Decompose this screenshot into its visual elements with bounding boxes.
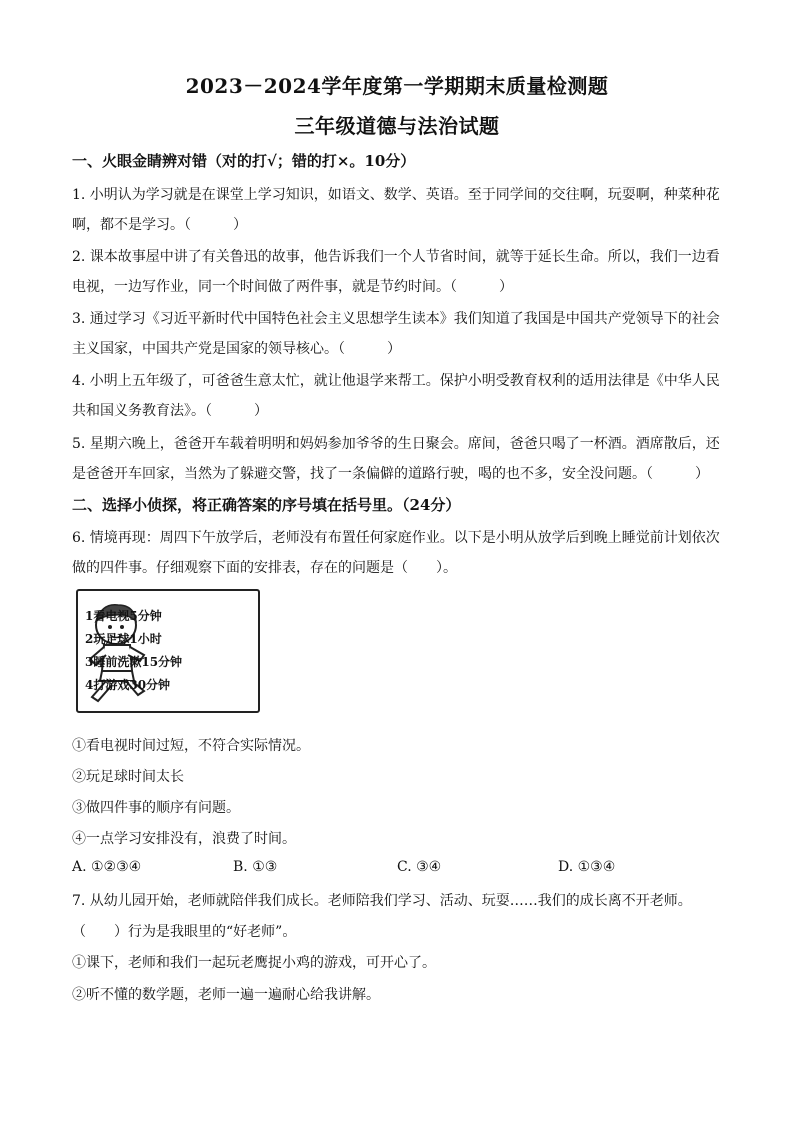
- question-6-option-d: D. ①③④: [558, 859, 616, 875]
- question-7-statement-2: ②听不懂的数学题，老师一遍一遍耐心给我讲解。: [72, 987, 380, 1003]
- question-5-line-1: 5. 星期六晚上，爸爸开车载着明明和妈妈参加爷爷的生日聚会。席间，爸爸只喝了一杯酒。酒席散后，还: [72, 436, 720, 452]
- question-2-line-1: 2. 课本故事屋中讲了有关鲁迅的故事，他告诉我们一个人节省时间，就等于延长生命。所以，我们一边看: [72, 249, 720, 265]
- question-6-statement-3: ③做四件事的顺序有问题。: [72, 800, 240, 816]
- exam-subtitle: 三年级道德与法治试题: [294, 114, 500, 138]
- question-7-line-2: （ ）行为是我眼里的“好老师”。: [72, 924, 297, 940]
- question-7-statement-1: ①课下，老师和我们一起玩老鹰捉小鸡的游戏，可开心了。: [72, 955, 436, 971]
- question-6-statement-4: ④一点学习安排没有，浪费了时间。: [72, 831, 296, 847]
- question-6-line-1: 6. 情境再现：周四下午放学后，老师没有布置任何家庭作业。以下是小明从放学后到晚上睡觉前计划依次: [72, 530, 720, 546]
- question-1-line-2: 啊，都不是学习。（ ）: [72, 217, 247, 233]
- schedule-item-1: 1看电视5分钟: [85, 609, 162, 623]
- question-2-line-2: 电视，一边写作业，同一个时间做了两件事，就是节约时间。（ ）: [72, 279, 513, 295]
- exam-title: 2023－2024学年度第一学期期末质量检测题: [185, 74, 609, 98]
- question-1-line-1: 1. 小明认为学习就是在课堂上学习知识，如语文、数学、英语。至于同学间的交往啊，玩耍啊，种菜种花: [72, 187, 720, 203]
- question-4-line-2: 共和国义务教育法》。（ ）: [72, 403, 268, 419]
- schedule-item-3: 3睡前洗漱15分钟: [85, 655, 183, 669]
- schedule-item-4: 4打游戏30分钟: [85, 678, 171, 692]
- question-7-line-1: 7. 从幼儿园开始，老师就陪伴我们成长。老师陪我们学习、活动、玩耍……我们的成长离不开老师。: [72, 893, 692, 909]
- question-5-line-2: 是爸爸开车回家，当然为了躲避交警，找了一条偏僻的道路行驶，喝的也不多，安全没问题。（ ）: [72, 466, 709, 482]
- section-2-heading: 二、选择小侦探，将正确答案的序号填在括号里。（24分）: [72, 496, 461, 514]
- question-6-statement-2: ②玩足球时间太长: [72, 769, 184, 785]
- question-6-option-b: B. ①③: [233, 859, 278, 875]
- question-6-option-c: C. ③④: [397, 859, 442, 875]
- schedule-item-2: 2玩足球1小时: [85, 632, 162, 646]
- section-1-heading: 一、火眼金睛辨对错（对的打√；错的打×。10分）: [72, 152, 416, 170]
- question-3-line-1: 3. 通过学习《习近平新时代中国特色社会主义思想学生读本》我们知道了我国是中国共产党领导下的社会: [72, 311, 720, 327]
- question-6-option-a: A. ①②③④: [72, 859, 142, 875]
- question-4-line-1: 4. 小明上五年级了，可爸爸生意太忙，就让他退学来帮工。保护小明受教育权利的适用法律是《中华人民: [72, 373, 720, 389]
- question-6-line-2: 做的四件事。仔细观察下面的安排表，存在的问题是（ ）。: [72, 560, 457, 576]
- question-3-line-2: 主义国家，中国共产党是国家的领导核心。（ ）: [72, 341, 401, 357]
- question-6-statement-1: ①看电视时间过短，不符合实际情况。: [72, 738, 310, 754]
